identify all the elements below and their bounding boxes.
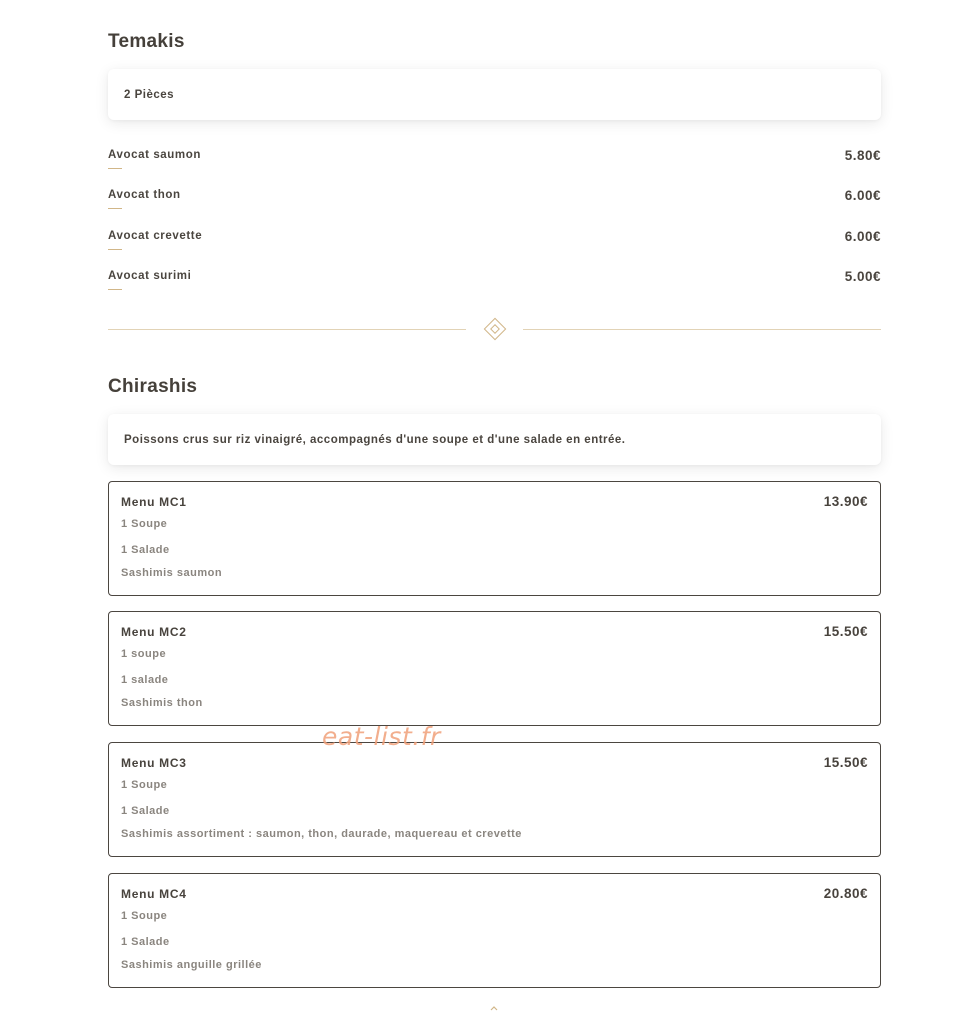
- menu-component: 1 Salade: [121, 544, 170, 556]
- menu-component: Sashimis saumon: [121, 567, 223, 579]
- menu-card-mc1: [108, 481, 881, 596]
- item-price: 5.00€: [844, 269, 881, 284]
- menu-component: Sashimis anguille grillée: [121, 959, 262, 971]
- menu-component: 1 soupe: [121, 648, 167, 660]
- menu-component: 1 Salade: [121, 936, 170, 948]
- menu-component: 1 Soupe: [121, 910, 168, 922]
- item-dash-divider: [108, 289, 122, 290]
- section-title-chirashis: Chirashis: [108, 376, 198, 397]
- divider-line-left: [108, 329, 466, 330]
- menu-price: 20.80€: [823, 886, 868, 901]
- item-price: 6.00€: [844, 229, 881, 244]
- item-dash-divider: [108, 208, 122, 209]
- watermark: eat-list.fr: [322, 722, 441, 751]
- item-name: Avocat thon: [108, 189, 181, 201]
- menu-card-mc2: [108, 611, 881, 726]
- menu-component: 1 Salade: [121, 805, 170, 817]
- menu-name: Menu MC2: [121, 625, 187, 639]
- menu-component: 1 salade: [121, 674, 169, 686]
- menu-name: Menu MC4: [121, 887, 187, 901]
- item-price: 6.00€: [844, 188, 881, 203]
- menu-name: Menu MC3: [121, 756, 187, 770]
- menu-item: [108, 189, 881, 229]
- menu-price: 15.50€: [823, 624, 868, 639]
- item-name: Avocat saumon: [108, 149, 202, 161]
- menu-price: 15.50€: [823, 755, 868, 770]
- menu-component: Sashimis thon: [121, 697, 203, 709]
- diamond-ornament-icon: [482, 316, 508, 342]
- menu-card-mc3: [108, 742, 881, 857]
- item-dash-divider: [108, 168, 122, 169]
- menu-component: Sashimis assortiment : saumon, thon, daurade, maquereau et crevette: [121, 828, 522, 840]
- section-note-temakis: 2 Pièces: [108, 69, 881, 120]
- menu-component: 1 Soupe: [121, 518, 168, 530]
- divider-line-right: [523, 329, 881, 330]
- section-title-temakis: Temakis: [108, 31, 185, 52]
- chevron-up-icon: [489, 1004, 499, 1011]
- section-divider: [108, 316, 881, 342]
- item-name: Avocat surimi: [108, 270, 192, 282]
- item-name: Avocat crevette: [108, 230, 203, 242]
- menu-item: [108, 230, 881, 270]
- menu-name: Menu MC1: [121, 495, 187, 509]
- item-dash-divider: [108, 249, 122, 250]
- menu-item: [108, 270, 881, 310]
- menu-price: 13.90€: [823, 494, 868, 509]
- menu-component: 1 Soupe: [121, 779, 168, 791]
- menu-item: [108, 149, 881, 189]
- menu-card-mc4: [108, 873, 881, 988]
- item-price: 5.80€: [844, 148, 881, 163]
- section-note-chirashis: Poissons crus sur riz vinaigré, accompagnés d'une soupe et d'une salade en entrée.: [108, 414, 881, 465]
